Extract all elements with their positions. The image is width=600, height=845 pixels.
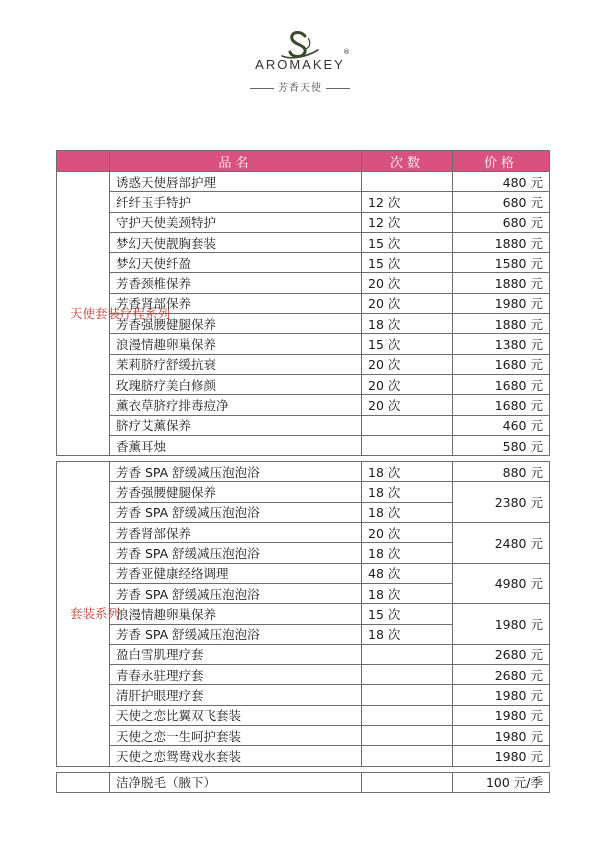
item-price: 1680 元 xyxy=(453,374,550,394)
table-row xyxy=(57,192,550,212)
table-row xyxy=(57,563,550,583)
item-count xyxy=(362,644,453,664)
table-row xyxy=(57,253,550,273)
item-count: 20 次 xyxy=(362,374,453,394)
table-row xyxy=(57,604,550,624)
item-name: 纤纤玉手特护 xyxy=(110,192,362,212)
category-sets xyxy=(57,462,121,766)
table-row xyxy=(57,273,550,293)
brand-name: AROMAKEY xyxy=(255,57,345,72)
item-count xyxy=(362,772,453,792)
table-row xyxy=(57,374,550,394)
item-count: 20 次 xyxy=(362,293,453,313)
logo xyxy=(0,30,600,60)
item-price: 1980 元 xyxy=(453,604,550,645)
item-name: 守护天使美颈特护 xyxy=(110,212,362,232)
price-table xyxy=(56,150,550,793)
item-name: 芳香肾部保养 xyxy=(110,523,362,543)
item-price: 1980 元 xyxy=(453,746,550,766)
item-price: 1980 元 xyxy=(453,705,550,725)
item-name: 浪漫情趣卵巢保养 xyxy=(110,604,362,624)
table-row xyxy=(57,334,550,354)
item-name: 天使之恋比翼双飞套装 xyxy=(110,705,362,725)
item-name: 芳香亚健康经络调理 xyxy=(110,563,362,583)
item-count: 12 次 xyxy=(362,192,453,212)
item-count xyxy=(362,746,453,766)
item-count: 12 次 xyxy=(362,212,453,232)
item-price: 1980 元 xyxy=(453,685,550,705)
table-row xyxy=(57,172,550,192)
item-price: 1880 元 xyxy=(453,273,550,293)
table-row xyxy=(57,462,550,482)
item-name: 芳香强腰健腿保养 xyxy=(110,314,362,334)
item-name: 脐疗艾薰保养 xyxy=(110,415,362,435)
table-row xyxy=(57,523,550,543)
item-name: 浪漫情趣卵巢保养 xyxy=(110,334,362,354)
brand-logo-icon xyxy=(278,30,322,60)
item-name: 盈白雪肌理疗套 xyxy=(110,644,362,664)
item-price: 480 元 xyxy=(453,172,550,192)
item-name: 薰衣草脐疗排毒痘净 xyxy=(110,395,362,415)
table-row xyxy=(57,293,550,313)
item-count: 15 次 xyxy=(362,334,453,354)
category-title: 天使套装疗程系列 xyxy=(70,306,171,322)
item-name: 芳香 SPA 舒缓减压泡泡浴 xyxy=(110,543,362,563)
item-name: 芳香 SPA 舒缓减压泡泡浴 xyxy=(110,583,362,603)
item-count: 18 次 xyxy=(362,543,453,563)
item-name: 芳香肾部保养 xyxy=(110,293,362,313)
table-header-row xyxy=(57,151,550,172)
item-price: 880 元 xyxy=(453,462,550,482)
item-count xyxy=(362,415,453,435)
header-price: 价格 xyxy=(453,151,550,172)
item-price: 1680 元 xyxy=(453,395,550,415)
table-row xyxy=(57,354,550,374)
header-category xyxy=(57,151,110,172)
category-title: 套装系列 xyxy=(70,605,121,621)
item-name: 梦幻天使靓胸套装 xyxy=(110,232,362,252)
item-count: 18 次 xyxy=(362,482,453,502)
item-count: 15 次 xyxy=(362,604,453,624)
item-name: 诱惑天使唇部护理 xyxy=(110,172,362,192)
item-price: 2680 元 xyxy=(453,644,550,664)
item-name: 青春永驻理疗套 xyxy=(110,665,362,685)
item-count: 15 次 xyxy=(362,232,453,252)
item-count xyxy=(362,705,453,725)
table-row xyxy=(57,705,550,725)
item-count: 48 次 xyxy=(362,563,453,583)
item-count xyxy=(362,172,453,192)
item-price: 1580 元 xyxy=(453,253,550,273)
item-price: 100 元/季 xyxy=(453,772,550,792)
item-count: 20 次 xyxy=(362,395,453,415)
table-row xyxy=(57,314,550,334)
item-name: 天使之恋一生呵护套装 xyxy=(110,726,362,746)
item-price: 2480 元 xyxy=(453,523,550,564)
item-count: 18 次 xyxy=(362,624,453,644)
item-count: 20 次 xyxy=(362,354,453,374)
item-count xyxy=(362,685,453,705)
table-row xyxy=(57,232,550,252)
item-name: 天使之恋鸳鸯戏水套装 xyxy=(110,746,362,766)
table-row xyxy=(57,772,550,792)
table-row xyxy=(57,482,550,502)
item-count xyxy=(362,665,453,685)
registered-mark: ® xyxy=(343,48,350,56)
item-price: 1980 元 xyxy=(453,726,550,746)
table-row xyxy=(57,665,550,685)
item-price: 1880 元 xyxy=(453,314,550,334)
item-name: 芳香颈椎保养 xyxy=(110,273,362,293)
item-price: 2380 元 xyxy=(453,482,550,523)
item-name: 玫瑰脐疗美白修颜 xyxy=(110,374,362,394)
item-price: 1980 元 xyxy=(453,293,550,313)
item-name: 香薰耳烛 xyxy=(110,435,362,455)
brand-tagline: 芳香天使 xyxy=(0,79,600,94)
item-name: 梦幻天使纤盈 xyxy=(110,253,362,273)
item-count xyxy=(362,435,453,455)
item-name: 芳香强腰健腿保养 xyxy=(110,482,362,502)
header-count: 次数 xyxy=(362,151,453,172)
table-row xyxy=(57,435,550,455)
item-price: 2680 元 xyxy=(453,665,550,685)
item-name: 清肝护眼理疗套 xyxy=(110,685,362,705)
table-row xyxy=(57,685,550,705)
item-count: 18 次 xyxy=(362,502,453,522)
item-count: 18 次 xyxy=(362,583,453,603)
item-name: 芳香 SPA 舒缓减压泡泡浴 xyxy=(110,502,362,522)
item-count: 20 次 xyxy=(362,523,453,543)
item-price: 460 元 xyxy=(453,415,550,435)
table-row xyxy=(57,746,550,766)
extra-category-cell xyxy=(57,772,110,792)
item-count: 15 次 xyxy=(362,253,453,273)
item-price: 1680 元 xyxy=(453,354,550,374)
table-row xyxy=(57,395,550,415)
item-name: 芳香 SPA 舒缓减压泡泡浴 xyxy=(110,462,362,482)
item-count: 18 次 xyxy=(362,462,453,482)
item-name: 洁净脱毛（腋下） xyxy=(110,772,362,792)
item-count xyxy=(362,726,453,746)
item-price: 1380 元 xyxy=(453,334,550,354)
table-row xyxy=(57,212,550,232)
item-count: 18 次 xyxy=(362,314,453,334)
item-name: 茉莉脐疗舒缓抗衰 xyxy=(110,354,362,374)
item-price: 680 元 xyxy=(453,212,550,232)
item-price: 580 元 xyxy=(453,435,550,455)
item-count: 20 次 xyxy=(362,273,453,293)
table-row xyxy=(57,726,550,746)
header-name: 品名 xyxy=(110,151,362,172)
item-price: 4980 元 xyxy=(453,563,550,604)
item-price: 1880 元 xyxy=(453,232,550,252)
table-row xyxy=(57,644,550,664)
item-price: 680 元 xyxy=(453,192,550,212)
table-row xyxy=(57,415,550,435)
item-name: 芳香 SPA 舒缓减压泡泡浴 xyxy=(110,624,362,644)
